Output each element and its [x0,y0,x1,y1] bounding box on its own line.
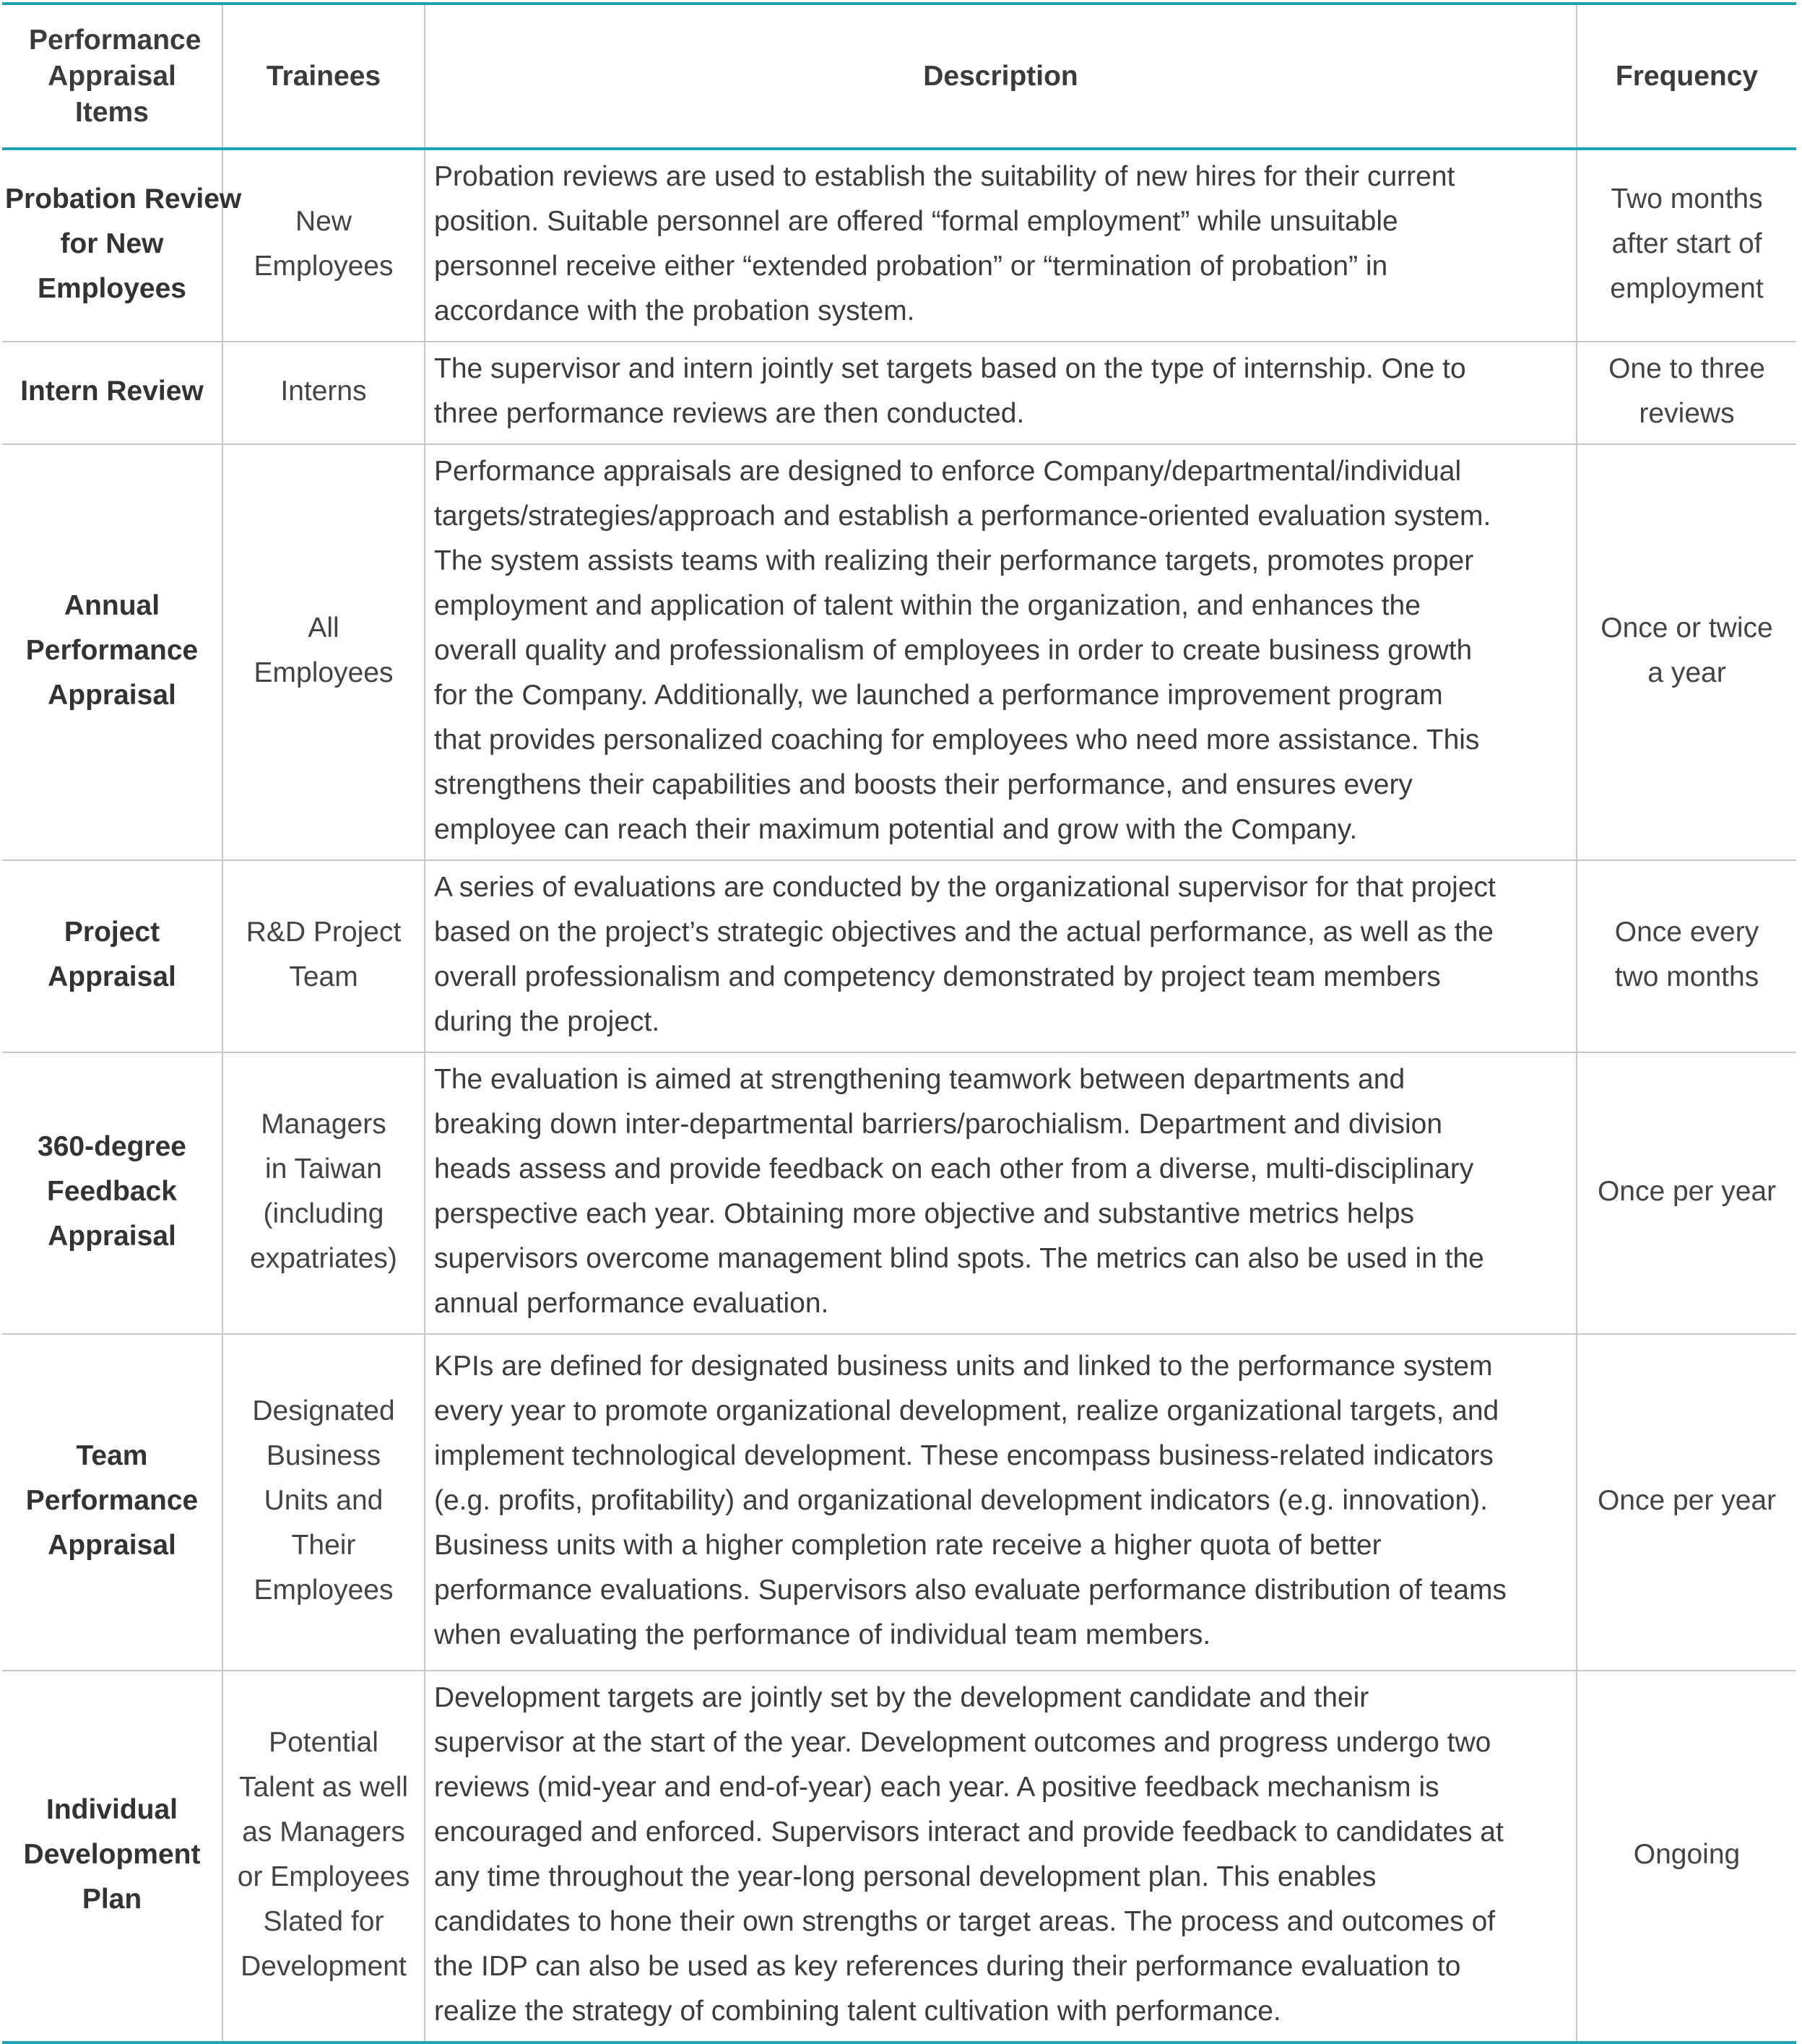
frequency-line: One to three [1608,353,1765,384]
description-cell [425,1052,1577,1334]
trainees-cell [222,1671,425,2043]
description-line: perspective each year. Obtaining more objective and substantive metrics helps [434,1198,1415,1229]
description-cell [425,1334,1577,1671]
description-line: Business units with a higher completion rate receive a higher quota of better [434,1530,1382,1561]
description-line: accordance with the probation system. [434,295,915,326]
table-row [2,860,1796,1052]
description-line: encouraged and enforced. Supervisors interact and provide feedback to candidates at [434,1816,1504,1848]
description-line: (e.g. profits, profitability) and organizational development indicators (e.g. innovation). [434,1485,1488,1516]
frequency-cell [1577,1052,1796,1334]
item-line: Project [64,917,160,948]
header-row [2,4,1796,149]
description-line: that provides personalized coaching for employees who need more assistance. This [434,724,1480,755]
description-line: annual performance evaluation. [434,1288,829,1319]
frequency-line: reviews [1639,398,1735,429]
trainees-line: All [308,612,339,644]
frequency-line: Once per year [1597,1485,1777,1516]
trainees-line: expatriates) [250,1243,397,1274]
header-items: Performance Appraisal Items [2,4,222,149]
description-line: The evaluation is aimed at strengthening teamwork between departments and [434,1064,1405,1095]
table-row [2,1671,1796,2043]
description-line: three performance reviews are then conducted. [434,398,1025,429]
frequency-cell [1577,1334,1796,1671]
item-line: Probation Review [5,183,242,215]
trainees-line: Talent as well [238,1772,409,1803]
trainees-line: Employees [254,1575,394,1606]
table-row [2,149,1796,342]
frequency-line: Once or twice [1600,612,1773,644]
description-line: overall professionalism and competency demonstrated by project team members [434,961,1441,992]
trainees-line: Managers [261,1109,386,1140]
item-cell [2,1334,222,1671]
description-line: breaking down inter-departmental barriers/parochialism. Department and division [434,1109,1443,1140]
item-cell [2,149,242,342]
appraisal-table [2,2,1796,2044]
item-cell [2,1052,222,1334]
table-row [2,1052,1796,1334]
description-line: reviews (mid-year and end-of-year) each year. A positive feedback mechanism is [434,1772,1439,1803]
trainees-line: as Managers [242,1816,405,1848]
frequency-line: employment [1610,273,1764,304]
description-cell [425,342,1577,444]
description-line: strengthens their capabilities and boosts their performance, and ensures every [434,769,1413,800]
item-line: Individual [46,1794,178,1825]
description-line: when evaluating the performance of individual team members. [434,1619,1211,1650]
description-line: any time throughout the year-long personal development plan. This enables [434,1861,1377,1892]
trainees-line: Employees [254,657,394,688]
description-line: employment and application of talent within the organization, and enhances the [434,590,1421,621]
item-line: Employees [38,273,186,304]
description-cell [425,1671,1577,2043]
description-line: implement technological development. These encompass business-related indicators [434,1440,1494,1471]
item-cell [2,342,222,444]
description-line: Development targets are jointly set by the development candidate and their [434,1682,1369,1713]
trainees-cell [222,860,425,1052]
trainees-cell [222,149,425,342]
item-cell [2,1671,222,2043]
table-row [2,444,1796,860]
item-cell [2,444,222,860]
item-cell [2,860,222,1052]
description-line: during the project. [434,1006,660,1037]
item-line: 360-degree [38,1131,186,1162]
description-line: supervisor at the start of the year. Development outcomes and progress undergo two [434,1727,1491,1758]
description-line: employee can reach their maximum potential and grow with the Company. [434,814,1358,845]
frequency-cell [1577,444,1796,860]
description-line: candidates to hone their own strengths or target areas. The process and outcomes of [434,1906,1496,1937]
frequency-line: Two months [1611,183,1763,215]
trainees-line: Interns [280,376,367,407]
description-line: A series of evaluations are conducted by the organizational supervisor for that project [434,872,1496,903]
header-frequency: Frequency [1577,4,1796,149]
frequency-cell [1577,149,1796,342]
description-line: heads assess and provide feedback on each other from a diverse, multi-disciplinary [434,1153,1474,1185]
trainees-line: Their [291,1530,356,1561]
frequency-line: Once per year [1597,1176,1777,1207]
trainees-cell [222,1334,425,1671]
trainees-line: (including [263,1198,384,1229]
trainees-line: Designated [252,1395,395,1426]
item-line: Appraisal [48,680,176,711]
trainees-line: or Employees [237,1861,410,1892]
description-line: overall quality and professionalism of employees in order to create business growth [434,635,1473,666]
trainees-line: Development [241,1951,407,1982]
header-description: Description [425,4,1577,149]
description-line: performance evaluations. Supervisors also evaluate performance distribution of teams [434,1575,1507,1606]
description-line: Performance appraisals are designed to enforce Company/departmental/individual [434,456,1462,487]
header-trainees: Trainees [222,4,425,149]
item-line: Feedback [47,1176,177,1207]
description-line: position. Suitable personnel are offered “formal employment” while unsuitable [434,206,1398,237]
description-line: the IDP can also be used as key references during their performance evaluation to [434,1951,1461,1982]
description-line: The system assists teams with realizing their performance targets, promotes proper [434,545,1474,576]
frequency-cell [1577,860,1796,1052]
item-line: Intern Review [20,376,204,407]
description-line: for the Company. Additionally, we launched a performance improvement program [434,680,1443,711]
item-line: Appraisal [48,1221,176,1252]
item-line: Plan [82,1884,142,1915]
item-line: Annual [64,590,160,621]
item-line: Development [23,1839,201,1870]
trainees-line: Business [266,1440,381,1471]
item-line: Team [76,1440,148,1471]
item-line: for New [60,228,164,259]
item-line: Performance [25,635,199,666]
trainees-cell [222,1052,425,1334]
frequency-line: after start of [1611,228,1762,259]
description-line: every year to promote organizational development, realize organizational targets, and [434,1395,1499,1426]
frequency-line: Ongoing [1633,1839,1741,1870]
table-row [2,342,1796,444]
frequency-cell [1577,342,1796,444]
frequency-line: Once every [1614,917,1759,948]
item-line: Appraisal [48,1530,176,1561]
trainees-line: Employees [254,251,394,282]
trainees-line: R&D Project [246,917,402,948]
description-cell [425,149,1577,342]
item-line: Performance [25,1485,199,1516]
trainees-line: New [295,206,352,237]
description-line: personnel receive either “extended probation” or “termination of probation” in [434,251,1388,282]
frequency-line: a year [1647,657,1726,688]
trainees-line: Team [289,961,358,992]
trainees-cell [222,444,425,860]
description-line: Probation reviews are used to establish the suitability of new hires for their current [434,161,1455,192]
table-row [2,1334,1796,1671]
trainees-cell [222,342,425,444]
trainees-line: Potential [269,1727,378,1758]
description-line: KPIs are defined for designated business units and linked to the performance system [434,1351,1493,1382]
trainees-line: Slated for [263,1906,384,1937]
description-cell [425,860,1577,1052]
description-line: realize the strategy of combining talent cultivation with performance. [434,1996,1281,2027]
trainees-line: Units and [264,1485,384,1516]
item-line: Appraisal [48,961,176,992]
frequency-cell [1577,1671,1796,2043]
trainees-line: in Taiwan [265,1153,382,1185]
frequency-line: two months [1614,961,1759,992]
description-line: targets/strategies/approach and establish a performance-oriented evaluation system. [434,501,1491,532]
description-line: based on the project’s strategic objectives and the actual performance, as well as the [434,917,1494,948]
description-cell [425,444,1577,860]
description-line: supervisors overcome management blind spots. The metrics can also be used in the [434,1243,1484,1274]
description-line: The supervisor and intern jointly set targets based on the type of internship. One to [434,353,1466,384]
